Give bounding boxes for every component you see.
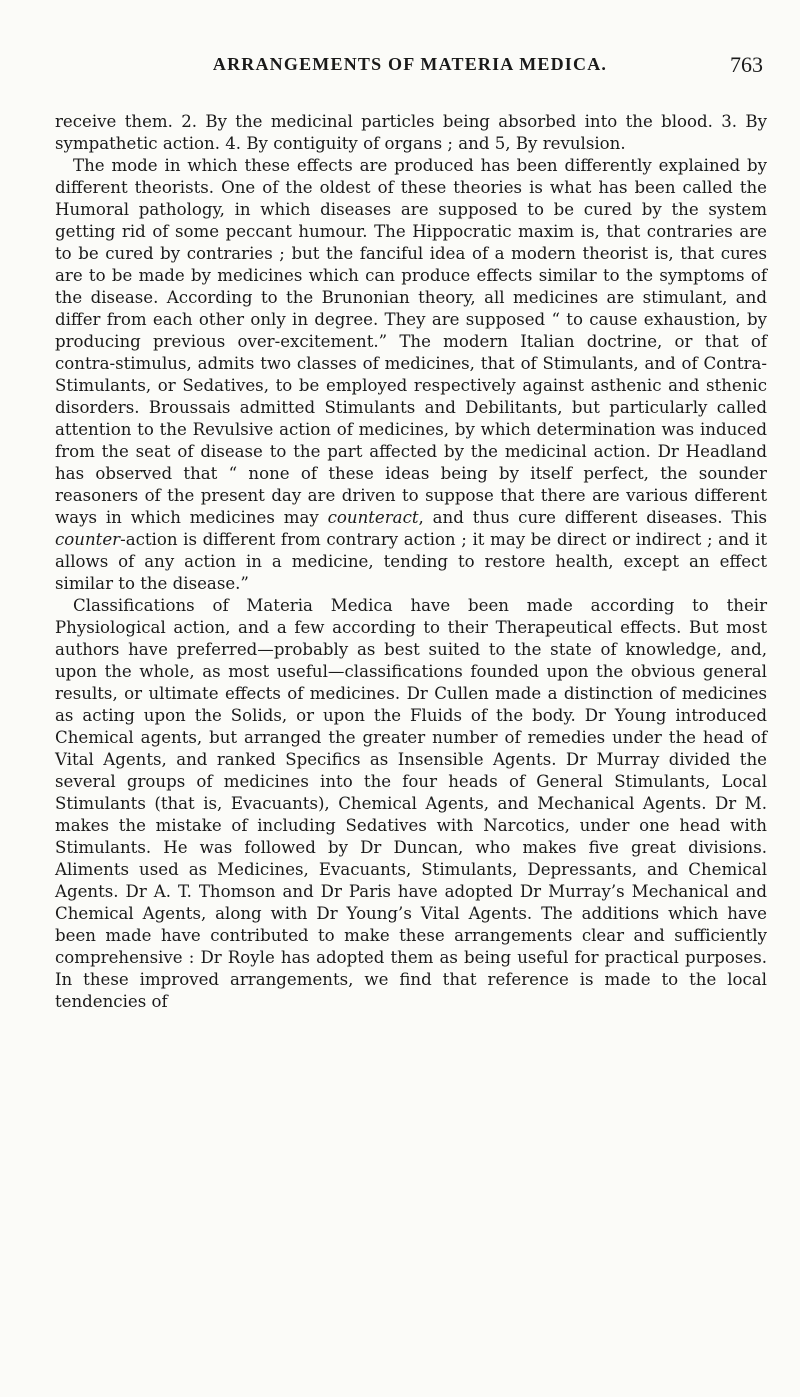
paragraph-2-italic-counter: counter — [55, 530, 121, 549]
paragraph-2 — [55, 155, 767, 595]
paragraph-3: Classifications of Materia Medica have been made according to their Physiological action, and a few according to their Therapeutical effects. But most authors have preferred—probably as best suited to the state of knowledge, and, upon the whole, as most useful—classifications founded upon the obvious general results, or ultimate effects of medicines. Dr Cullen made a distinction of medicines as acting upon the Solids, or upon the Fluids of the body. Dr Young introduced Chemical agents, but arranged the greater number of remedies under the head of Vital Agents, and ranked Specifics as Insensible Agents. Dr Murray divided the several groups of medicines into the four heads of General Stimulants, Local Stimulants (that is, Evacuants), Chemical Agents, and Mechanical Agents. Dr M. makes the mistake of including Sedatives with Narcotics, under one head with Stimulants. He was followed by Dr Duncan, who makes five great divisions. Aliments used as Medicines, Evacuants, Stimulants, Depressants, and Chemical Agents. Dr A. T. Thomson and Dr Paris have adopted Dr Murray’s Mechanical and Chemical Agents, along with Dr Young’s Vital Agents. The additions which have been made have contributed to make these arrangements clear and sufficiently comprehensive : Dr Royle has adopted them as being useful for practical purposes. In these improved arrangements, we find that reference is made to the local tendencies of — [55, 596, 767, 1011]
paragraph-2-italic-counteract: counteract — [327, 508, 419, 527]
running-title: ARRANGEMENTS OF MATERIA MEDICA. — [212, 54, 608, 74]
paragraph-2-text-c: -action is different from contrary action ; it may be direct or indirect ; and it allows of any action in a medicine, tending to restore health, except an effect similar to the disease.” — [55, 530, 767, 593]
running-head — [55, 52, 765, 82]
page-number: 763 — [730, 52, 763, 77]
paragraph-2-text-b: , and thus cure different diseases. This — [418, 508, 767, 527]
paragraph-2-text-a: The mode in which these effects are produced has been differently explained by different theorists. One of the oldest of these theories is what has been called the Humoral pathology, in which diseases are supposed to be cured by the system getting rid of some peccant humour. The Hippocratic maxim is, that contraries are to be cured by contraries ; but the fanciful idea of a modern theorist is, that cures are to be made by medicines which can produce effects similar to the symptoms of the disease. According to the Brunonian theory, all medicines are stimulant, and differ from each other only in degree. They are supposed “ to cause exhaustion, by producing previous over-excitement.” The modern Italian doctrine, or that of contra-stimulus, admits two classes of medicines, that of Stimulants, and of Contra-Stimulants, or Sedatives, to be employed respectively against asthenic and sthenic disorders. Broussais admitted Stimulants and Debilitants, but particularly called attention to the Revulsive action of medicines, by which determination was induced from the seat of disease to the part affected by the medicinal action. Dr Headland has observed that “ none of these ideas being by itself perfect, the sounder reasoners of the present day are driven to suppose that there are various different ways in which medicines may — [55, 156, 767, 527]
body-text — [55, 111, 767, 1013]
paragraph-1: receive them. 2. By the medicinal particles being absorbed into the blood. 3. By sympathetic action. 4. By contiguity of organs ; and 5, By revulsion. — [55, 112, 767, 153]
